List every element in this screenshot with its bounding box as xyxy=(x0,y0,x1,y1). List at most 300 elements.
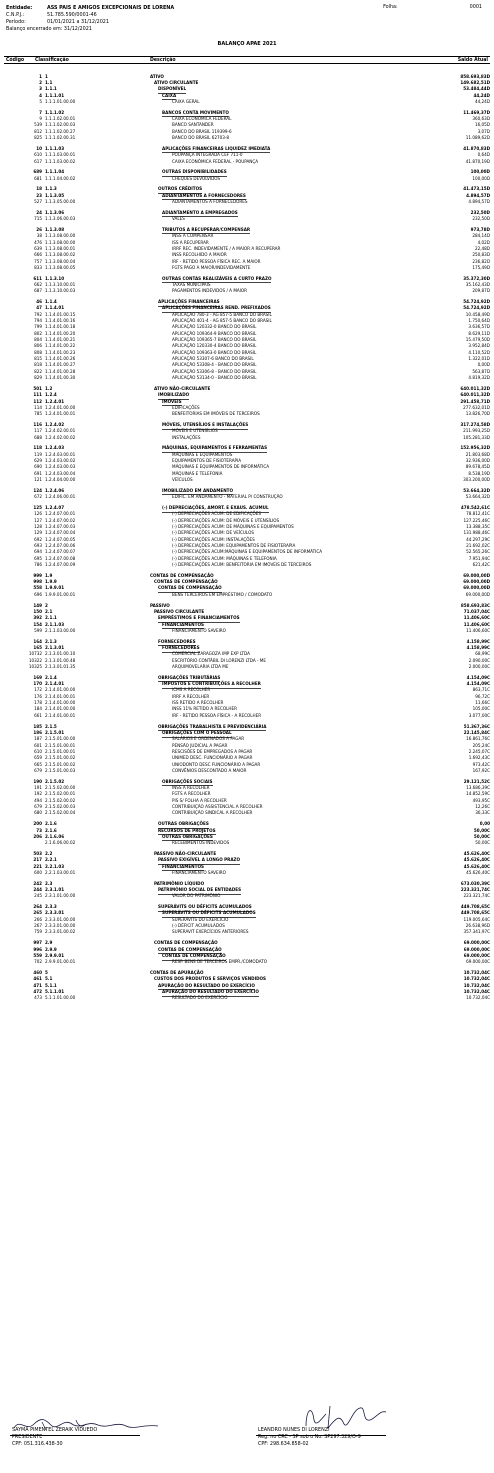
right-signer-role: Reg. no CRC - SP sob o No. SP297.329/O-9 xyxy=(258,1433,361,1440)
classificacao-cell: 1.2.4.02.00.01 xyxy=(45,429,76,435)
classificacao-cell: 2.1.5.02.00.03 xyxy=(45,805,76,811)
descricao-cell: PIS S/ FOLHA A RECOLHER xyxy=(172,798,227,804)
classificacao-cell: 2.1.4.01 xyxy=(45,682,65,688)
saldo-cell: 69.000,00C xyxy=(463,941,490,947)
descricao-cell: ICMS A RECOLHER xyxy=(172,688,211,694)
saldo-cell: 291.458,71D xyxy=(460,399,490,405)
classificacao-cell: 2.1.3.01.00.48 xyxy=(45,658,76,664)
period-row xyxy=(6,19,488,26)
descricao-cell: ATIVO xyxy=(150,74,164,80)
codigo-cell: 815 xyxy=(34,357,42,363)
descricao-cell: (-) DEPRECIAÇÕES ACUM: INSTALAÇÕES xyxy=(172,537,255,543)
codigo-cell: 264 xyxy=(33,905,42,911)
entity-name: ASS PAIS E AMIGOS EXCEPCIONAIS DE LORENA xyxy=(47,4,175,11)
saldo-cell: 69.000,00D xyxy=(463,586,490,592)
saldo-cell: 277.632,01D xyxy=(463,405,490,411)
saldo-cell: 205,24C xyxy=(472,743,490,749)
classificacao-cell: 2.9.9.01 xyxy=(45,953,65,959)
descricao-cell: TRIBUTOS A RECUPERAR/COMPENSAR xyxy=(162,227,251,233)
codigo-cell: 172 xyxy=(34,688,42,694)
codigo-cell: 600 xyxy=(34,870,42,876)
classificacao-cell: 1.2.4.07 xyxy=(45,505,65,511)
classificacao-cell: 1.2.4.03 xyxy=(45,446,65,452)
descricao-cell: EMPRÉSTIMOS E FINANCIAMENTOS xyxy=(158,616,240,622)
codigo-cell: 10325 xyxy=(28,665,42,671)
codigo-cell: 116 xyxy=(33,423,42,428)
classificacao-cell: 1.1.3.08.00.02 xyxy=(45,253,76,259)
classificacao-cell: 5 xyxy=(45,970,48,976)
classificacao-cell: 1.1.3.05 xyxy=(45,193,65,199)
cnpj-label: C.N.P.J.: xyxy=(6,11,25,18)
saldo-cell: 35.372,30D xyxy=(463,276,490,282)
codigo-cell: 688 xyxy=(34,435,42,441)
saldo-cell: 32.936,00D xyxy=(465,459,490,465)
descricao-cell: PASSIVO CIRCULANTE xyxy=(154,609,205,615)
classificacao-cell: 2.1.5.01.00.02 xyxy=(45,762,76,768)
classificacao-cell: 1.1.1 xyxy=(45,87,57,93)
left-signer-role: PRESIDENTE xyxy=(12,1433,43,1440)
classificacao-cell: 1.1.4.01.00.22 xyxy=(45,344,76,350)
codigo-cell: 18 xyxy=(36,187,42,193)
saldo-cell: 105.281,33D xyxy=(463,435,490,441)
descricao-cell: FINANCIAMENTOS xyxy=(162,864,204,870)
saldo-cell: 11.089,62D xyxy=(465,136,490,142)
saldo-cell: 69.000,00D xyxy=(463,580,490,586)
saldo-cell: 36,33C xyxy=(475,811,490,817)
codigo-cell: 5 xyxy=(39,99,42,105)
saldo-cell: 303.200,00D xyxy=(463,478,490,484)
descricao-cell: FGTS PAGO A MAIOR/INDEVIDAMENTE xyxy=(172,265,251,271)
classificacao-cell: 1.2.4.03.00.02 xyxy=(45,459,76,465)
descricao-cell: FORNECEDORES xyxy=(162,646,200,651)
descricao-cell: PAGAMENTOS INDEVIDOS / A MAIOR xyxy=(172,289,248,295)
saldo-cell: 131.988,46C xyxy=(463,531,490,537)
codigo-cell: 23 xyxy=(36,193,42,199)
saldo-cell: 53.664,32D xyxy=(463,488,490,494)
codigo-cell: 559 xyxy=(33,953,42,959)
descricao-cell: TAXAS MUNICIPAIS xyxy=(172,282,211,288)
descricao-cell: UNIODONTO DESC FUNCIONÁRIO A PAGAR xyxy=(172,762,261,768)
saldo-cell: 209,87D xyxy=(472,289,490,295)
saldo-cell: 69.000,00D xyxy=(463,573,490,579)
descricao-cell: APLICAÇÃO 120332-0 BANCO DO BRASIL xyxy=(172,325,257,331)
codigo-cell: 127 xyxy=(34,518,42,524)
classificacao-cell: 1.9.9.01 xyxy=(45,586,65,592)
descricao-cell: SUPERÁVITS DO EXERCÍCIO xyxy=(172,917,229,923)
codigo-cell: 26 xyxy=(36,227,42,233)
descricao-cell: RECEBIMENTOS INDEVIDOS xyxy=(172,841,230,847)
saldo-cell: 175,49D xyxy=(472,265,490,271)
codigo-cell: 392 xyxy=(33,616,42,622)
classificacao-cell: 2.1.6.06.00.02 xyxy=(45,841,76,847)
classificacao-cell: 1.2.4.07.00.08 xyxy=(45,556,76,562)
descricao-cell: BANCO DO BRASIL 119399-6 xyxy=(172,129,232,135)
saldo-cell: 22.145,84C xyxy=(463,730,490,736)
descricao-cell: MÁQUINAS E TELEFONIA xyxy=(172,471,223,477)
descricao-cell: APLICAÇÃO 109363-0 BANCO DO BRASIL xyxy=(172,350,257,356)
codigo-cell: 610 xyxy=(34,153,42,159)
codigo-cell: 690 xyxy=(34,465,42,471)
codigo-cell: 154 xyxy=(33,622,42,628)
saldo-cell: 8.629,11D xyxy=(468,331,490,337)
classificacao-cell: 1.1.1.03 xyxy=(45,146,65,152)
codigo-cell: 804 xyxy=(34,338,42,344)
right-signature-block xyxy=(258,1428,458,1448)
classificacao-cell: 1.1.4.01.00.27 xyxy=(45,363,76,369)
descricao-cell: MÓVEIS E UTENSÍLIOS xyxy=(172,429,218,435)
codigo-cell: 666 xyxy=(34,253,42,259)
document-title: BALANÇO APAE 2021 xyxy=(217,41,277,47)
classificacao-cell: 1.2.4.06.00.01 xyxy=(45,495,76,501)
codigo-cell: 794 xyxy=(34,319,42,325)
page-value: 0001 xyxy=(469,4,482,10)
descricao-cell: PATRIMÔNIO LÍQUIDO xyxy=(154,881,205,887)
column-saldo: Saldo Atual xyxy=(457,57,488,64)
saldo-cell: 16,05D xyxy=(474,123,490,129)
saldo-cell: 11.469,37D xyxy=(463,110,490,116)
saldo-cell: 4.154,09C xyxy=(466,682,490,688)
codigo-cell: 996 xyxy=(33,947,42,953)
right-signer-name: LEANDRO NUNES DI LORENZI xyxy=(258,1427,330,1433)
codigo-cell: 829 xyxy=(34,376,42,382)
descricao-cell: OUTROS CRÉDITOS xyxy=(158,187,203,193)
classificacao-cell: 1.1.3.08.00.05 xyxy=(45,265,76,271)
codigo-cell: 503 xyxy=(33,851,42,857)
classificacao-cell: 1.1.1.02.00.27 xyxy=(45,129,76,135)
codigo-cell: 679 xyxy=(34,805,42,811)
saldo-cell: 26.638,96D xyxy=(465,924,490,930)
descricao-cell: APLICAÇÕES FINANCEIRAS LIQUIDEZ IMEDIATA xyxy=(162,146,271,152)
saldo-cell: 152.956,32D xyxy=(460,446,490,452)
classificacao-cell: 1.1.3.08.00.00 xyxy=(45,240,76,246)
closing-row xyxy=(6,26,488,33)
saldo-cell: 11,66C xyxy=(475,701,490,707)
saldo-cell: 4.894,57D xyxy=(466,193,490,199)
classificacao-cell: 1.2.4.02.00.02 xyxy=(45,435,76,441)
descricao-cell: (-) DÉFICIT ACUMULADOS xyxy=(172,924,225,930)
descricao-cell: OBRIGAÇÕES TRABALHISTA E PREVIDENCIÁRIA xyxy=(158,724,267,730)
column-descricao: Descrição xyxy=(150,57,176,64)
codigo-cell: 696 xyxy=(34,592,42,598)
descricao-cell: CAIXA GERAL xyxy=(172,99,200,105)
codigo-cell: 244 xyxy=(33,888,42,894)
descricao-cell: (-) DEPRECIAÇÕES ACUM: EQUIPAMENTOS DE FISIOTERAPIA xyxy=(172,544,296,550)
descricao-cell: ATIVO CIRCULANTE xyxy=(154,80,199,86)
saldo-cell: 50,00C xyxy=(475,841,490,847)
descricao-cell: UNIMED DESC. FUNCIONÁRIO A PAGAR xyxy=(172,756,253,762)
codigo-cell: 170 xyxy=(33,682,42,688)
codigo-cell: 806 xyxy=(34,344,42,350)
classificacao-cell: 1.1.4.01 xyxy=(45,306,65,312)
classificacao-cell: 1.1.3.06.00.03 xyxy=(45,217,76,223)
descricao-cell: APLICAÇÃO 53308-4 - BANCO DO BRASIL xyxy=(172,363,257,369)
codigo-cell: 461 xyxy=(33,977,42,983)
codigo-cell: 659 xyxy=(34,756,42,762)
saldo-cell: 11.406,60C xyxy=(466,628,490,634)
descricao-cell: ADIANTAMENTOS A FORNECEDORES xyxy=(162,193,246,199)
codigo-cell: 661 xyxy=(34,713,42,719)
classificacao-cell: 1.1.4.01.00.30 xyxy=(45,376,76,382)
classificacao-cell: 1.1 xyxy=(45,80,53,86)
codigo-cell: 715 xyxy=(34,217,42,223)
saldo-cell: 10.732,04C xyxy=(463,970,490,976)
descricao-cell: INSS RECOLHIDO A MAIOR xyxy=(172,253,227,259)
descricao-cell: CAIXA xyxy=(162,93,177,99)
saldo-cell: 53.484,44D xyxy=(463,87,490,93)
classificacao-cell: 2.3.3.01.00.00 xyxy=(45,924,76,930)
saldo-cell: 11.406,60C xyxy=(463,622,490,628)
codigo-cell: 691 xyxy=(34,471,42,477)
classificacao-cell: 1.1.1.03.00.01 xyxy=(45,153,76,159)
classificacao-cell: 2.1.6 xyxy=(45,828,57,834)
saldo-cell: 127.225,46C xyxy=(463,518,490,524)
descricao-cell: ESCRITÓRIO CONTÁBIL DI LORENZI LTDA - ME xyxy=(172,658,266,664)
codigo-cell: 812 xyxy=(34,129,42,135)
classificacao-cell: 1.2.4.03.00.01 xyxy=(45,452,76,458)
saldo-cell: 858.693,83D xyxy=(460,74,490,80)
classificacao-cell: 2.3.3.01.00.00 xyxy=(45,917,76,923)
classificacao-cell: 1.9.9 xyxy=(45,580,57,586)
codigo-cell: 679 xyxy=(34,768,42,774)
saldo-cell: 13.388,35C xyxy=(466,524,490,530)
saldo-cell: 100,00D xyxy=(472,176,490,182)
classificacao-cell: 1.1.4.01.00.18 xyxy=(45,325,76,331)
descricao-cell: CONTAS DE APURAÇÃO xyxy=(150,970,204,976)
saldo-cell: 10.732,04C xyxy=(463,977,490,983)
right-signer-doc: CPF: 298.634.858-02 xyxy=(258,1440,309,1447)
saldo-cell: 1.322,01D xyxy=(468,357,490,363)
saldo-cell: 22,48D xyxy=(474,246,490,252)
saldo-cell: 863,71C xyxy=(472,688,490,694)
codigo-cell: 694 xyxy=(34,550,42,556)
saldo-cell: 232,50D xyxy=(470,210,490,216)
codigo-cell: 687 xyxy=(34,289,42,295)
classificacao-cell: 2.1.5.01.00.01 xyxy=(45,749,76,755)
saldo-cell: 10.732,04C xyxy=(463,983,490,989)
saldo-cell: 0,00D xyxy=(477,363,490,369)
codigo-cell: 702 xyxy=(34,960,42,966)
codigo-cell: 539 xyxy=(34,123,42,129)
descricao-cell: RESULTADO DO EXERCÍCIO xyxy=(172,996,228,1002)
classificacao-cell: 5.1.1.01.00.00 xyxy=(45,996,76,1002)
descricao-cell: BANCO DO BRASIL 62703-8 xyxy=(172,136,230,142)
descricao-cell: BENS TERCEIROS EM EMPRÉSTIMO / COMODATO xyxy=(172,592,273,598)
descricao-cell: BANCOS CONTA MOVIMENTO xyxy=(162,110,229,116)
saldo-cell: 250,83D xyxy=(472,253,490,259)
entity-label: Entidade: xyxy=(6,4,33,11)
descricao-cell: FINANCIAMENTO SAVEIRO xyxy=(172,870,226,876)
descricao-cell: MÁQUINAS E EQUIPAMENTOS DE INFORMÁTICA xyxy=(172,465,270,471)
descricao-cell: FGTS A RECOLHER xyxy=(172,792,211,798)
descricao-cell: IMOBILIZADO EM ANDAMENTO xyxy=(162,488,233,494)
descricao-cell: EDIFIC. EM ANDAMENTO - MATERIAL P/ CONSTRUÇÃO xyxy=(172,495,283,501)
codigo-cell: 191 xyxy=(34,786,42,792)
descricao-cell: CONTAS DE COMPENSAÇÃO xyxy=(150,573,214,579)
codigo-cell: 150 xyxy=(33,609,42,615)
descricao-cell: APLICAÇÃO 53134-0 - BANCO DO BRASIL xyxy=(172,376,257,382)
descricao-cell: CONTRIBUIÇÃO ASSISTENCIAL A RECOLHER xyxy=(172,805,263,811)
classificacao-cell: 1.2.4 xyxy=(45,393,57,399)
codigo-cell: 472 xyxy=(33,990,42,996)
classificacao-cell: 1.2.4.03.00.04 xyxy=(45,471,76,477)
saldo-cell: 2.245,07C xyxy=(468,749,490,755)
saldo-cell: 167,92C xyxy=(472,768,490,774)
closing-label: Balanço encerrado em: xyxy=(6,25,63,32)
descricao-cell: RESCISÕES DE EMPREGADOS A PAGAR xyxy=(172,749,253,755)
codigo-cell: 825 xyxy=(34,136,42,142)
classificacao-cell: 1.9 xyxy=(45,573,53,579)
codigo-cell: 527 xyxy=(34,200,42,205)
codigo-cell: 192 xyxy=(34,792,42,798)
codigo-cell: 221 xyxy=(33,864,42,870)
descricao-cell: PASSIVO NÃO-CIRCULANTE xyxy=(154,851,217,857)
descricao-cell: FINANCIAMENTOS xyxy=(162,622,204,628)
codigo-cell: 460 xyxy=(33,970,42,976)
saldo-cell: 45.626,40C xyxy=(463,851,490,857)
classificacao-cell: 1.1.4.01.00.23 xyxy=(45,350,76,356)
classificacao-cell: 2.1.5.02.00.01 xyxy=(45,792,76,798)
codigo-cell: 265 xyxy=(33,911,42,917)
saldo-cell: 2.000,00C xyxy=(468,665,490,671)
descricao-cell: ATIVO NÃO-CIRCULANTE xyxy=(154,386,211,392)
saldo-cell: 69.000,00C xyxy=(463,947,490,953)
descricao-cell: RECURSOS DE PROJETOS xyxy=(158,828,216,834)
descricao-cell: PENSÃO JUDICIAL A PAGAR xyxy=(172,743,228,749)
descricao-cell: CHEQUES DEVOLVIDOS xyxy=(172,176,221,182)
codigo-cell: 833 xyxy=(34,265,42,271)
descricao-cell: CONTAS DE COMPENSAÇÃO xyxy=(154,580,218,586)
classificacao-cell: 2.1.5 xyxy=(45,724,57,730)
codigo-cell: 759 xyxy=(34,930,42,936)
descricao-cell: VEÍCULOS xyxy=(172,478,193,484)
descricao-cell: INSS A RECOLHER xyxy=(172,786,210,792)
codigo-cell: 808 xyxy=(34,350,42,356)
codigo-cell: 629 xyxy=(34,459,42,465)
classificacao-cell: 2.2 xyxy=(45,851,53,857)
saldo-cell: 44.297,29C xyxy=(466,537,490,543)
saldo-cell: 45.626,40C xyxy=(463,858,490,864)
descricao-cell: CAIXA ECONÔMICA FEDERAL xyxy=(172,117,232,123)
codigo-cell: 73 xyxy=(36,828,42,834)
descricao-cell: APLICAÇÃO 53307-6 BANCO DO BRASIL xyxy=(172,357,254,363)
classificacao-cell: 1.2.4.07.00.06 xyxy=(45,544,76,550)
descricao-cell: (-) DEPRECIAÇÕES ACUM: MÁQUINAS E TELEFONIA xyxy=(172,556,277,562)
left-signature-block xyxy=(12,1428,212,1448)
classificacao-cell: 1.1.1.03.00.02 xyxy=(45,159,76,165)
saldo-cell: 4.158,99C xyxy=(466,646,490,651)
codigo-cell: 4 xyxy=(39,93,42,99)
classificacao-cell: 1.1.4.01.00.20 xyxy=(45,331,76,337)
codigo-cell: 501 xyxy=(33,386,42,392)
classificacao-cell: 1.2.4.07.00.02 xyxy=(45,518,76,524)
saldo-cell: 68,99C xyxy=(475,652,490,658)
saldo-cell: 52.565,26C xyxy=(466,550,490,556)
classificacao-cell: 1.1.4 xyxy=(45,300,57,306)
descricao-cell: (-) DEPRECIAÇÕES ACUM: DE VEÍCULOS xyxy=(172,531,254,537)
classificacao-cell: 1.9.9.01.00.01 xyxy=(45,592,76,598)
codigo-cell: 200 xyxy=(33,822,42,828)
classificacao-cell: 1.1.1.01.00.00 xyxy=(45,99,76,105)
descricao-cell: MÓVEIS, UTENSÍLIOS E INSTALAÇÕES xyxy=(162,423,249,428)
codigo-cell: 164 xyxy=(33,639,42,645)
descricao-cell: (-) DEPRECIAÇÕES ACUM:MÁQUINAS E EQUIPAMENTOS DE INFORMÁTICA xyxy=(172,550,323,556)
saldo-cell: 11.406,60C xyxy=(463,616,490,622)
classificacao-cell: 2.3.3.01 xyxy=(45,911,65,917)
saldo-cell: 4.158,99C xyxy=(466,639,490,645)
classificacao-cell: 2.3.3 xyxy=(45,905,57,911)
saldo-cell: 100,00D xyxy=(470,170,490,176)
saldo-cell: 640.011,32D xyxy=(460,393,490,399)
saldo-cell: 54.724,92D xyxy=(463,300,490,306)
classificacao-cell: 2.1.1 xyxy=(45,616,57,622)
codigo-cell: 176 xyxy=(34,694,42,700)
descricao-cell: EQUIPAMENTOS DE FISIOTERAPIA xyxy=(172,459,242,465)
classificacao-cell: 1.1.3 xyxy=(45,187,57,193)
codigo-cell: 114 xyxy=(34,405,42,411)
descricao-cell: SUPERÁVITS OU DÉFICITS ACUMULADOS xyxy=(162,911,256,917)
descricao-cell: IMÓVEIS xyxy=(162,399,182,405)
descricao-cell: FORNECEDORES xyxy=(158,639,196,645)
classificacao-cell: 2.1.4 xyxy=(45,675,57,681)
descricao-cell: CUSTOS DOS PRODUTOS E SERVIÇOS VENDIDOS xyxy=(154,977,267,983)
codigo-cell: 692 xyxy=(34,537,42,543)
codigo-cell: 10 xyxy=(36,146,42,152)
saldo-cell: 89.678,45D xyxy=(465,465,490,471)
classificacao-cell: 2.9 xyxy=(45,941,53,947)
codigo-cell: 184 xyxy=(34,707,42,713)
saldo-cell: 45.626,40C xyxy=(466,870,490,876)
classificacao-cell: 1.1.1.02 xyxy=(45,110,65,116)
descricao-cell: (-) DEPRECIAÇÕES ACUM: BENFEITORIA EM IMÓVEIS DE TERCEIROS xyxy=(172,563,312,569)
codigo-cell: 118 xyxy=(33,446,42,452)
classificacao-cell: 2.1.5.01.00.03 xyxy=(45,768,76,774)
saldo-cell: 69.000,00C xyxy=(466,960,490,966)
classificacao-cell: 1.2.4.07.00.09 xyxy=(45,563,76,569)
descricao-cell: IRF - RETIDO PESSOA FÍSICA REC. A MAIOR xyxy=(172,259,261,265)
saldo-cell: 563,87D xyxy=(472,369,490,375)
saldo-cell: 50,00C xyxy=(473,834,490,840)
codigo-cell: 822 xyxy=(34,369,42,375)
classificacao-cell: 2.1.5.01 xyxy=(45,730,65,736)
codigo-cell: 10322 xyxy=(28,658,42,664)
descricao-cell: APLICAÇÃO 401-4 - AG 857-5 BANCO DO BRASIL xyxy=(172,319,272,325)
classificacao-cell: 1.2 xyxy=(45,386,53,392)
descricao-cell: IMPOSTOS E CONTRIBUIÇÕES A RECOLHER xyxy=(162,682,261,688)
classificacao-cell: 2.1.5.02.00.00 xyxy=(45,786,76,792)
descricao-cell: OUTRAS CONTAS REALIZÁVEIS A CURTO PRAZO xyxy=(162,276,272,282)
descricao-cell: CONTAS DE COMPENSAÇÃO xyxy=(154,941,218,947)
saldo-cell: 149.682,51D xyxy=(460,80,490,86)
descricao-cell: OBRIGAÇÕES SOCIAIS xyxy=(162,779,213,785)
descricao-cell: (-) DEPRECIAÇÕES ACUM: DE EDIFICAÇÕES xyxy=(172,512,261,518)
descricao-cell: APLICAÇÕES FINANCEIRAS xyxy=(158,300,220,306)
codigo-cell: 601 xyxy=(34,743,42,749)
saldo-cell: 973,42C xyxy=(472,762,490,768)
period-label: Período: xyxy=(6,18,26,25)
classificacao-cell: 1.1.1.02.00.03 xyxy=(45,123,76,129)
saldo-cell: 29.121,52C xyxy=(463,779,490,785)
classificacao-cell: 2.1.3.01.00.10 xyxy=(45,652,76,658)
saldo-cell: 4.894,57D xyxy=(468,200,490,205)
saldo-cell: 119.005,64C xyxy=(463,917,490,923)
codigo-cell: 46 xyxy=(36,300,42,306)
descricao-cell: IMOBILIZADO xyxy=(158,393,190,399)
descricao-cell: RESP. BENS DE TERCEIROS EMPR./COMODATO xyxy=(172,960,268,966)
codigo-cell: 165 xyxy=(33,646,42,651)
classificacao-cell: 1.2.4.01.00.00 xyxy=(45,405,76,411)
classificacao-cell: 1.1.4.01.00.26 xyxy=(45,357,76,363)
saldo-cell: 10.458,49D xyxy=(465,312,490,318)
